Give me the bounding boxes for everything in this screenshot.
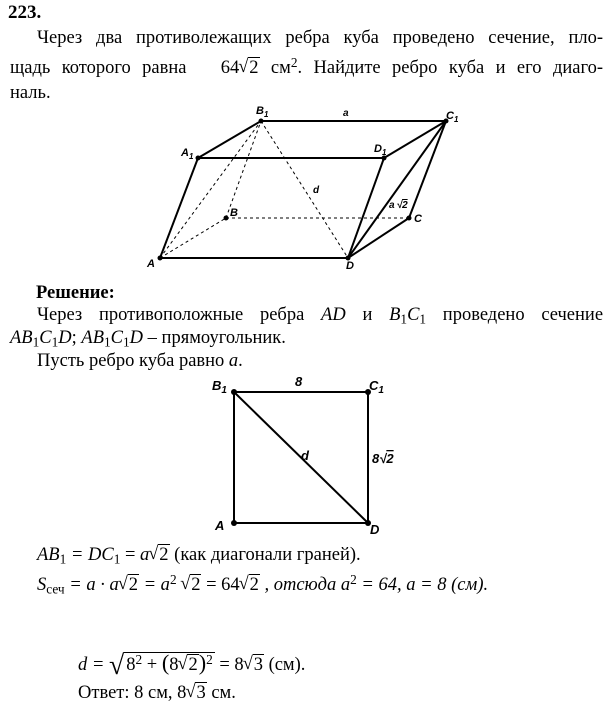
edge-d1c1 [384, 121, 446, 158]
solution-line-3: Пусть ребро куба равно a. [37, 351, 243, 371]
problem-line-3: наль. [10, 83, 51, 103]
rect-label-c1: $C_1$ [369, 378, 384, 396]
label-a: A [147, 258, 155, 270]
label-diag-d: d [313, 185, 320, 196]
hidden-ab1 [160, 121, 261, 258]
formula-edges: $AB_1 = DC_1 = a√$ 2 (как диагонали граней). [37, 545, 361, 566]
hidden-ab [160, 218, 226, 258]
solution-line-2: $AB_1C_1D$; $AB_1C_1D$ – прямоугольник. [10, 328, 286, 350]
formula-diagonal: d = √ $8^2 + (8√$ 2)$^2$ = 8√ 3 (см). [78, 650, 305, 682]
label-c: C [414, 213, 422, 225]
label-b: B [230, 207, 238, 219]
diagonal-b1d [261, 121, 348, 258]
label-d1: $D_1$ [374, 143, 387, 157]
rect-label-diag: d [301, 448, 309, 463]
solution-heading: Решение: [36, 283, 115, 303]
problem-line-1: Через два противолежащих ребра куба проведено сечение, пло- [37, 28, 603, 48]
edge-aa1 [160, 158, 198, 258]
edge-a1b1 [198, 121, 261, 158]
hidden-bb1 [226, 121, 261, 218]
label-edge-a: a [343, 108, 349, 119]
label-a1: $A_1$ [181, 147, 194, 161]
edge-dc [348, 218, 409, 258]
label-d: D [346, 260, 354, 272]
edge-dd1 [348, 158, 384, 258]
problem-line-2: щадь которого равна 64√ 2 $см^2$. Найдите ребро куба и его диаго- [10, 57, 603, 79]
edge-dc1-section [348, 121, 446, 258]
edge-cc1 [409, 121, 446, 218]
answer: Ответ: 8 см, 8√ 3 см. [78, 683, 236, 704]
problem-number: 223. [8, 2, 42, 23]
label-dc1: a √2 [389, 200, 408, 211]
label-c1: $C_1$ [446, 110, 459, 124]
rect-label-b1: $B_1$ [212, 378, 227, 396]
rect-label-top: 8 [295, 374, 303, 389]
rect-label-d: D [370, 522, 380, 537]
formula-area: $S_{сеч} = a \cdot a√$ $2 = a^2$ √ 2 = 64√ 2 , отсюда $a^2 = 64$, a = 8 (см). [37, 575, 488, 596]
label-b1: $B_1$ [256, 105, 269, 119]
solution-line-1: Через противоположные ребра AD и $B_1C_1$ проведено сечение [37, 305, 604, 327]
rect-label-a: A [215, 518, 225, 533]
rect-label-side: 8√2 [372, 451, 394, 466]
area-value: 64√ 2 $см^2$ [221, 58, 298, 78]
